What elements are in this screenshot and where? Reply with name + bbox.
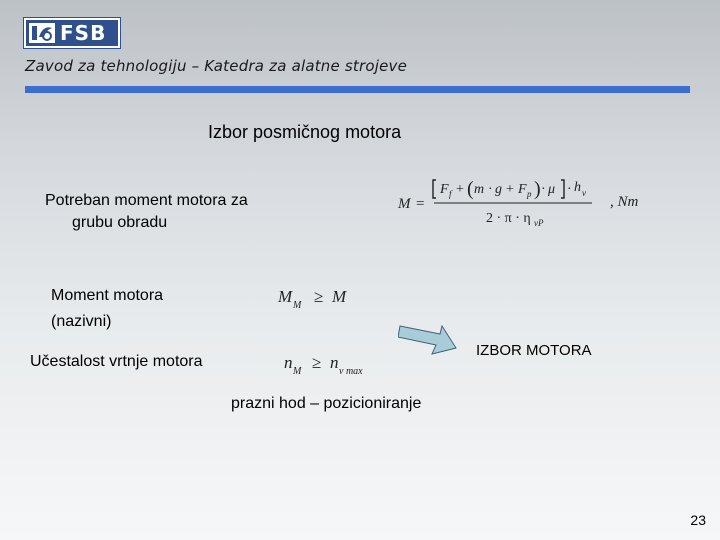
svg-text:n: n — [284, 353, 293, 372]
svg-text:): ) — [534, 178, 541, 200]
svg-text:h: h — [574, 180, 581, 195]
svg-text:M: M — [278, 287, 293, 306]
svg-text:n: n — [330, 353, 339, 372]
torque-formula — [396, 172, 596, 236]
svg-text:+: + — [456, 182, 464, 197]
svg-text:M: M — [332, 287, 347, 306]
fsb-logo — [24, 18, 120, 48]
svg-text:=: = — [416, 196, 425, 212]
rapid-positioning-note: prazni hod – pozicioniranje — [231, 395, 422, 412]
svg-text:(: ( — [467, 178, 474, 200]
svg-text:≥: ≥ — [314, 287, 324, 306]
svg-text:·: · — [541, 182, 546, 197]
slide-title: Izbor posmičnog motora — [208, 122, 402, 142]
svg-text:M: M — [293, 366, 302, 377]
svg-text:+: + — [506, 182, 514, 197]
rated-torque-label-line1: Moment motora — [51, 287, 164, 304]
svg-text:F: F — [440, 182, 449, 197]
svg-text:F: F — [518, 182, 527, 197]
svg-text:f: f — [449, 189, 452, 199]
motor-selection-label: IZBOR MOTORA — [476, 342, 592, 359]
svg-text:μ: μ — [548, 182, 556, 197]
rotation-frequency-label: Učestalost vrtnje motora — [30, 353, 203, 370]
header-divider — [25, 86, 690, 93]
svg-text:2 · π · η: 2 · π · η — [486, 211, 531, 226]
svg-text:M: M — [293, 300, 302, 311]
svg-text:·: · — [567, 182, 572, 197]
svg-text:p: p — [527, 189, 532, 199]
page-number: 23 — [690, 512, 706, 528]
svg-text:v max: v max — [339, 366, 363, 377]
fsb-logo-mark-icon — [29, 23, 55, 43]
rotation-frequency-inequality — [282, 350, 378, 380]
svg-text:m: m — [474, 182, 485, 197]
svg-text:v: v — [582, 188, 586, 198]
formula-unit: , Nm — [610, 194, 639, 210]
svg-text:·: · — [488, 182, 493, 197]
rated-torque-label-line2: (nazivni) — [51, 313, 112, 330]
arrow-icon — [398, 318, 460, 358]
logo-text: FSB — [60, 21, 107, 45]
required-torque-label-line2: grubu obradu — [72, 214, 168, 231]
rated-torque-inequality — [276, 284, 360, 314]
svg-text:≥: ≥ — [312, 353, 322, 372]
required-torque-label-line1: Potreban moment motora za — [45, 192, 248, 209]
svg-text:g: g — [495, 182, 502, 197]
header-subtitle: Zavod za tehnologiju – Katedra za alatne strojeve — [25, 57, 408, 75]
svg-text:M: M — [398, 196, 411, 212]
svg-text:vP: vP — [534, 218, 544, 228]
